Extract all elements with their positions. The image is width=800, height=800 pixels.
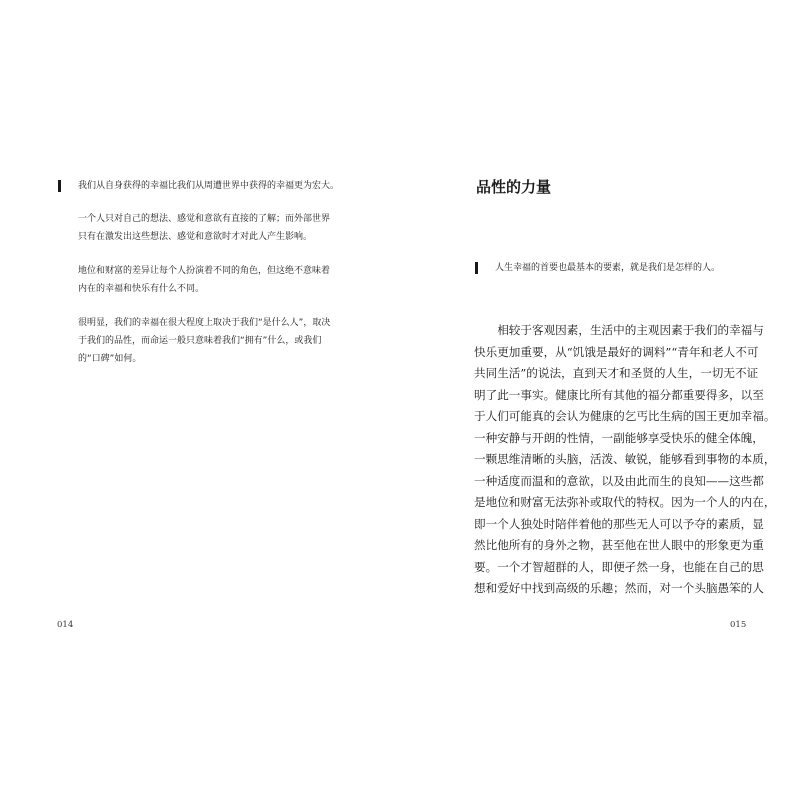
chapter-title: 品性的力量 [476,178,552,196]
text-line: 只有在激发出这些想法、感觉和意欲时才对此人产生影响。 [78,232,313,242]
page-number-left: 014 [57,620,74,630]
text-line: 明了此一事实。健康比所有其他的福分都重要得多，以至 [474,387,764,402]
text-line: 地位和财富的差异让每个人扮演着不同的角色，但这绝不意味着 [78,266,331,276]
text-line: 要。一个才智超群的人，即便孑然一身，也能在自己的思 [474,559,764,574]
text-line: 的“口碑”如何。 [78,354,142,364]
text-line: 内在的幸福和快乐有什么不同。 [78,284,205,294]
quote-marker [475,262,478,274]
left-pull-quote: 我们从自身获得的幸福比我们从周遭世界中获得的幸福更为宏大。 [78,181,340,191]
text-line: 即一个人独处时陪伴着他的那些无人可以予夺的素质，显 [474,516,764,531]
text-line: 是地位和财富无法弥补或取代的特权。因为一个人的内在， [474,495,776,509]
page-number-right: 015 [730,620,747,630]
left-paragraph-2 [78,262,348,298]
body-text [474,320,776,600]
text-line: 于人们可能真的会认为健康的乞丐比生病的国王更加幸福。 [474,409,776,423]
text-line: 快乐更加重要，从“饥饿是最好的调料”“青年和老人不可 [474,344,759,359]
text-line: 共同生活”的说法，直到天才和圣贤的人生，一切无不证 [474,366,759,380]
text-line: 很明显，我们的幸福在很大程度上取决于我们“是什么人”，取决 [78,318,331,328]
quote-marker [58,180,61,192]
text-line: 一颗思维清晰的头脑，活泼、敏锐，能够看到事物的本质， [474,452,776,466]
right-page [400,0,800,800]
text-line: 然比他所有的身外之物，甚至他在世人眼中的形象更为重 [474,538,764,552]
text-line: 于我们的品性，而命运一般只意味着我们“拥有”什么，或我们 [78,336,322,346]
text-line: 相较于客观因素，生活中的主观因素于我们的幸福与 [474,323,764,337]
right-pull-quote: 人生幸福的首要也最基本的要素，就是我们是怎样的人。 [495,263,721,273]
left-paragraph-1 [78,210,348,246]
text-line: 一个人只对自己的想法、感觉和意欲有直接的了解；而外部世界 [78,214,331,224]
text-line: 一种适度而温和的意欲，以及由此而生的良知——这些都 [474,473,764,488]
text-line: 想和爱好中找到高级的乐趣；然而，对一个头脑愚笨的人 [474,581,764,595]
left-paragraph-3 [78,314,348,368]
text-line: 一种安静与开朗的性情，一副能够享受快乐的健全体魄， [474,430,764,445]
